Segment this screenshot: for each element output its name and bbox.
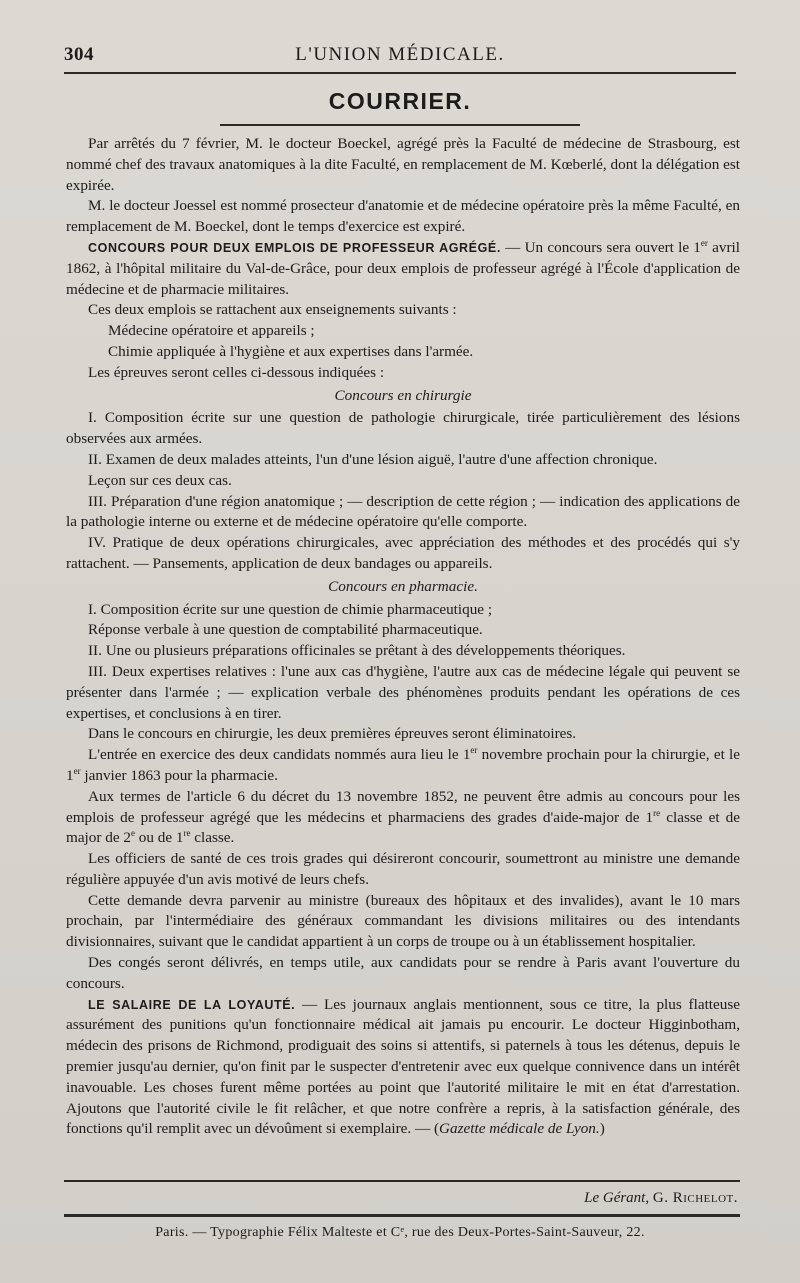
section-title: COURRIER. bbox=[328, 88, 472, 114]
paragraph: Dans le concours en chirurgie, les deux premières épreuves seront éliminatoires. bbox=[88, 725, 577, 743]
paragraph-salaire: LE SALAIRE DE LA LOYAUTÉ. — Les journaux anglais mentionnent, sous ce titre, la plus flatteuse assurément des punitions qu'un fonctionnaire médical ait jamais pu encourir. Le docteur Higginbotham, médecin des prisons de Richmond, prodiguait des soins si attentifs, si paternels à tous les détenus, depuis le premier jusqu'au dernier, qu'on finit par le suspecter d'entretenir avec eux quelque connivence dans un intérêt inavouable. Les choses furent même portées au point que l'autorité militaire le mit en état d'arrestation. Ajoutons que l'autorité civile le fit relâcher, et que notre confrère a repris, à la satisfaction générale, des fonctions qu'il remplit avec un dévoûment si exemplaire. — (Gazette médicale de Lyon.) bbox=[66, 995, 740, 1138]
list-item: III. Deux expertises relatives : l'une aux cas d'hygiène, l'autre aux cas de médecine légale qui peuvent se présenter dans l'armée ; — explication verbale des phénomènes produits pendant les opérations de ces expertises, et conclusions à en tirer. bbox=[66, 662, 740, 722]
paragraph: Des congés seront délivrés, en temps utile, aux candidats pour se rendre à Paris avant l'ouverture du concours. bbox=[66, 954, 740, 992]
article-body bbox=[66, 134, 740, 1140]
list-item: IV. Pratique de deux opérations chirurgicales, avec appréciation des méthodes et des procédés qui s'y rattachent. — Pansements, application de deux bandages ou appareils. bbox=[66, 534, 740, 572]
list-item: I. Composition écrite sur une question de chimie pharmaceutique ; bbox=[88, 600, 493, 618]
page-header bbox=[64, 40, 736, 70]
paragraph: Cette demande devra parvenir au ministre (bureaux des hôpitaux et des invalides), avant le 10 mars prochain, par l'intermédiaire des généraux commandant les divisions militaires ou des intendants divisionnaires, suivant que le candidat appartient à un corps de troupe ou à un établissement hospitalier. bbox=[66, 891, 740, 951]
list-item: Leçon sur ces deux cas. bbox=[88, 471, 232, 489]
title-rule bbox=[220, 124, 580, 126]
header-rule bbox=[64, 72, 736, 74]
subheading-pharmacie: Concours en pharmacie. bbox=[328, 577, 478, 595]
list-item: Chimie appliquée à l'hygiène et aux expertises dans l'armée. bbox=[108, 342, 474, 360]
source-citation: Gazette médicale de Lyon. bbox=[439, 1120, 600, 1138]
page-number: 304 bbox=[64, 44, 94, 65]
signature-label: Le Gérant, bbox=[584, 1190, 650, 1206]
paragraph: Les épreuves seront celles ci-dessous indiquées : bbox=[88, 363, 385, 381]
paragraph-concours: CONCOURS POUR DEUX EMPLOIS DE PROFESSEUR AGRÉGÉ. — Un concours sera ouvert le 1er avril 1862, à l'hôpital militaire du Val-de-Grâce, pour deux emplois de professeur agrégé à l'École d'application de médecine et de pharmacie militaires. bbox=[66, 237, 740, 298]
list-item: I. Composition écrite sur une question de pathologie chirurgicale, tirée particulièrement des lésions observées aux armées. bbox=[66, 409, 740, 448]
paragraph: Par arrêtés du 7 février, M. le docteur Boeckel, agrégé près la Faculté de médecine de Strasbourg, est nommé chef des travaux anatomiques à la dite Faculté, en remplacement de M. Kœberlé, dont la délégation est expirée. bbox=[66, 135, 740, 194]
list-item: II. Examen de deux malades atteints, l'un d'une lésion aiguë, l'autre d'une affection chronique. bbox=[88, 450, 658, 468]
paragraph: Les officiers de santé de ces trois grades qui désireront concourir, soumettront au ministre une demande régulière appuyée d'un avis motivé de leurs chefs. bbox=[66, 850, 740, 888]
footer-rule bbox=[64, 1214, 740, 1217]
paragraph: Aux termes de l'article 6 du décret du 13 novembre 1852, ne peuvent être admis au concours pour les emplois de professeur agrégé que les médecins et pharmaciens des grades d'aide-major de 1re classe et de major de 2e ou de 1re classe. bbox=[66, 787, 740, 847]
printer-imprint: Paris. — Typographie Félix Malteste et Cᵉ, rue des Deux-Portes-Saint-Sauveur, 22. bbox=[155, 1225, 645, 1240]
signature bbox=[584, 1190, 738, 1207]
running-title: L'UNION MÉDICALE. bbox=[295, 44, 505, 65]
paragraph: M. le docteur Joessel est nommé prosecteur d'anatomie et de médecine opératoire près la même Faculté, en remplacement de M. Boeckel, dont le temps d'exercice est expiré. bbox=[66, 197, 740, 236]
subheading-chirurgie: Concours en chirurgie bbox=[334, 386, 472, 404]
rubric-heading: CONCOURS POUR DEUX EMPLOIS DE PROFESSEUR AGRÉGÉ. bbox=[88, 240, 501, 255]
signature-name: G. Richelot. bbox=[652, 1190, 738, 1206]
paragraph: L'entrée en exercice des deux candidats nommés aura lieu le 1er novembre prochain pour la chirurgie, et le 1er janvier 1863 pour la pharmacie. bbox=[66, 745, 740, 784]
list-item: Médecine opératoire et appareils ; bbox=[108, 322, 315, 340]
rubric-heading: LE SALAIRE DE LA LOYAUTÉ. bbox=[88, 997, 296, 1012]
list-item: Réponse verbale à une question de comptabilité pharmaceutique. bbox=[88, 621, 483, 639]
paragraph: Ces deux emplois se rattachent aux enseignements suivants : bbox=[88, 301, 457, 319]
list-item: II. Une ou plusieurs préparations officinales se prêtant à des développements théoriques. bbox=[88, 642, 626, 660]
list-item: III. Préparation d'une région anatomique ; — description de cette région ; — indication des applications de la pathologie interne ou externe et de médecine opératoire qu'elle comporte. bbox=[66, 492, 740, 531]
footer-rule bbox=[64, 1180, 740, 1182]
